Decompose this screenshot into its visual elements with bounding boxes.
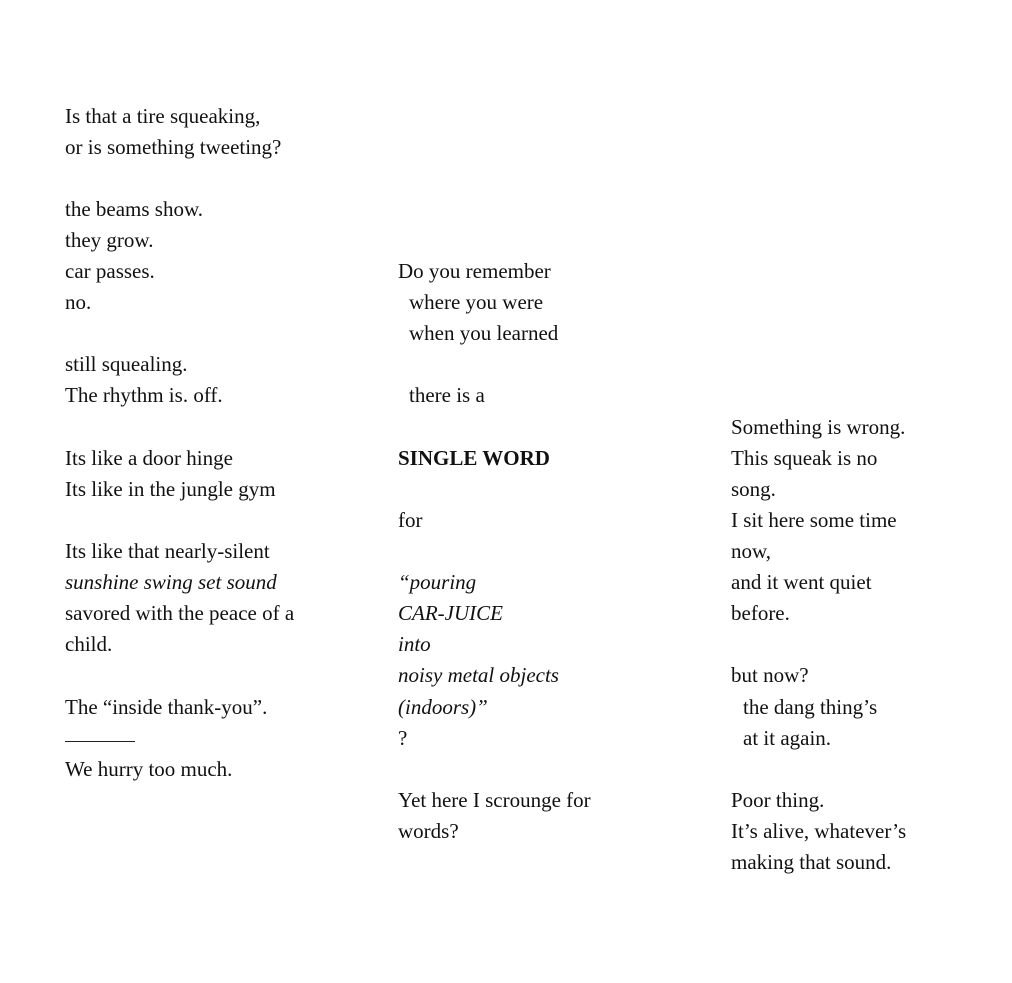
poem-line: Something is wrong. — [731, 415, 906, 439]
poem-line: before. — [731, 601, 790, 625]
poem-line: now, — [731, 539, 772, 563]
poem-line: but now? — [731, 663, 809, 687]
poem-line: when you learned — [409, 321, 559, 345]
poem-line: where you were — [409, 290, 544, 314]
poem-line: making that sound. — [731, 850, 892, 874]
poem-line: Poor thing. — [731, 788, 825, 812]
poem-line: Do you remember — [398, 259, 551, 283]
poem-line: there is a — [409, 383, 485, 407]
poem-line: they grow. — [65, 228, 154, 252]
poem-line-italic: “pouring — [398, 570, 477, 594]
poem-line: Yet here I scrounge for — [398, 788, 591, 812]
poem-line: ? — [398, 726, 408, 750]
poem-line: at it again. — [743, 726, 832, 750]
poem-line-italic: noisy metal objects — [398, 663, 559, 687]
poem-line: It’s alive, whatever’s — [731, 819, 907, 843]
poem-line: words? — [398, 819, 459, 843]
poem-line: car passes. — [65, 259, 155, 283]
poem-line: still squealing. — [65, 352, 188, 376]
poem-line: the beams show. — [65, 197, 204, 221]
poem-line: This squeak is no — [731, 446, 878, 470]
poem-line-italic: sunshine swing set sound — [65, 570, 277, 594]
poem-line: no. — [65, 290, 92, 314]
poem-line-bold: SINGLE WORD — [398, 446, 550, 470]
poem-line: Its like a door hinge — [65, 446, 233, 470]
poem-line-italic: (indoors)” — [398, 695, 488, 719]
poem-line: The “inside thank-you”. — [65, 695, 268, 719]
poem-line: and it went quiet — [731, 570, 872, 594]
poem-line-italic: into — [398, 632, 431, 656]
poem-line: savored with the peace of a — [65, 601, 295, 625]
poem-line: child. — [65, 632, 113, 656]
poem-line-italic: CAR-JUICE — [398, 601, 503, 625]
poem-line: Its like in the jungle gym — [65, 477, 276, 501]
poem-line: or is something tweeting? — [65, 135, 282, 159]
section-divider — [65, 741, 135, 742]
poem-line: the dang thing’s — [743, 695, 878, 719]
poem-line: I sit here some time — [731, 508, 897, 532]
poem-line: for — [398, 508, 423, 532]
poem-line: The rhythm is. off. — [65, 383, 223, 407]
poem-line: We hurry too much. — [65, 757, 233, 781]
poem-line: Is that a tire squeaking, — [65, 104, 261, 128]
poem-line: Its like that nearly-silent — [65, 539, 270, 563]
poem-line: song. — [731, 477, 776, 501]
